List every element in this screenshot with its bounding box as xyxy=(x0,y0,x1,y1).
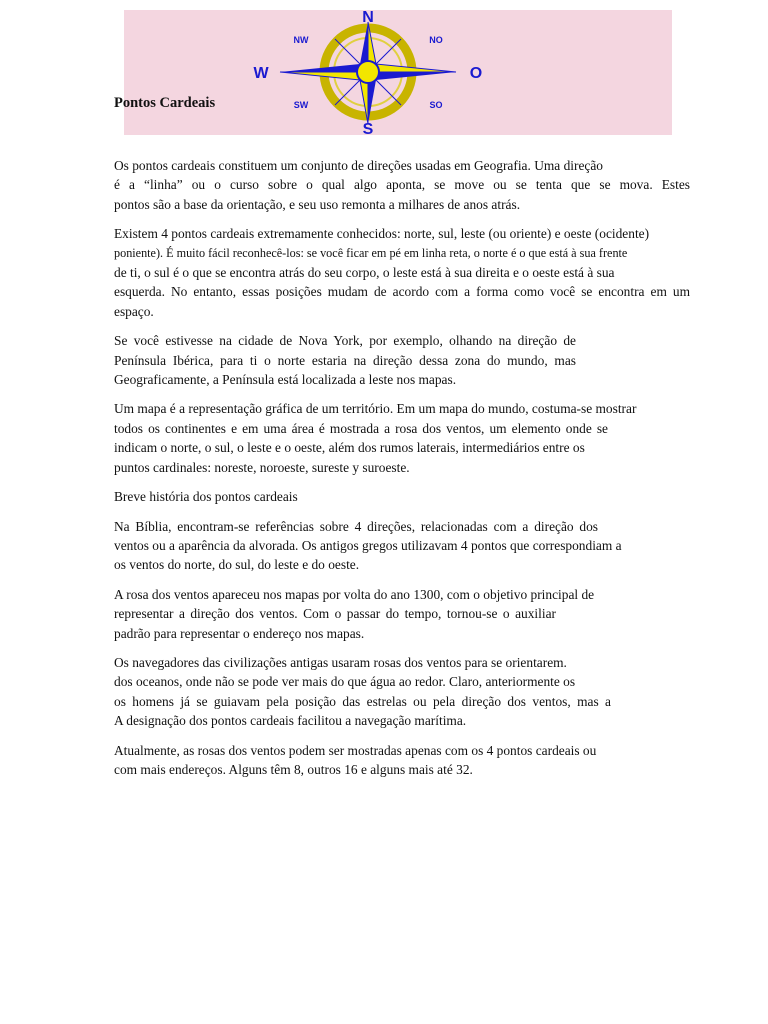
text-line: representar a direção dos ventos. Com o passar do tempo, tornou-se o auxiliar xyxy=(114,606,556,622)
compass-label-so: SO xyxy=(429,100,443,110)
text-line: Na Bíblia, encontram-se referências sobre 4 direções, relacionadas com a direção dos xyxy=(114,518,598,534)
text-line: Se você estivesse na cidade de Nova York, por exemplo, olhando na direção de xyxy=(114,333,576,349)
text-line: Breve história dos pontos cardeais xyxy=(114,489,298,505)
section-heading xyxy=(114,487,690,506)
document-body xyxy=(114,156,690,789)
text-line: de ti, o sul é o que se encontra atrás do seu corpo, o leste está à sua direita e o oeste está à sua xyxy=(114,265,615,281)
text-line: com mais endereços. Alguns têm 8, outros 16 e alguns mais até 32. xyxy=(114,761,473,777)
text-line: ventos ou a aparência da alvorada. Os antigos gregos utilizavam 4 pontos que correspondiam a xyxy=(114,537,622,553)
compass-label-no: NO xyxy=(429,35,443,45)
text-line: todos os continentes e em uma área é mostrada a rosa dos ventos, um elemento onde se xyxy=(114,420,608,436)
compass-label-n: N xyxy=(362,9,374,26)
text-line: puntos cardinales: noreste, noroeste, sureste y suroeste. xyxy=(114,459,410,475)
text-line: pontos são a base da orientação, e seu uso remonta a milhares de anos atrás. xyxy=(114,196,521,212)
text-line: A designação dos pontos cardeais facilitou a navegação marítima. xyxy=(114,713,467,729)
page-title: Pontos Cardeais xyxy=(114,95,216,111)
text-line: dos oceanos, onde não se pode ver mais do que água ao redor. Claro, anteriormente os xyxy=(114,674,576,690)
text-line: os homens já se guiavam pela posição das estrelas ou pela direção dos ventos, mas a xyxy=(114,693,611,709)
paragraph-4 xyxy=(114,399,666,477)
paragraph-2 xyxy=(114,224,690,321)
text-line: Existem 4 pontos cardeais extremamente conhecidos: norte, sul, leste (ou oriente) e oeste (ocidente) xyxy=(114,226,650,242)
text-line: é a “linha” ou o curso sobre o qual algo aponta, se move ou se tenta que se mova. Estes xyxy=(114,177,690,193)
text-line: esquerda. No entanto, essas posições mudam de acordo com a forma como você se encontra em um xyxy=(114,284,690,300)
paragraph-6 xyxy=(114,585,612,643)
text-line: Península Ibérica, para ti o norte estaria na direção dessa zona do mundo, mas xyxy=(114,352,576,368)
text-line: poniente). É muito fácil reconhecê-los: se você ficar em pé em linha reta, o norte é o que está à sua frente xyxy=(114,245,628,260)
text-line: A rosa dos ventos apareceu nos mapas por volta do ano 1300, com o objetivo principal de xyxy=(114,586,595,602)
text-line: padrão para representar o endereço nos mapas. xyxy=(114,625,365,641)
text-line: os ventos do norte, do sul, do leste e do oeste. xyxy=(114,557,360,573)
compass-label-w: W xyxy=(253,65,269,82)
paragraph-8 xyxy=(114,741,690,780)
text-line: Geograficamente, a Península está localizada a leste nos mapas. xyxy=(114,372,457,388)
compass-label-o: O xyxy=(469,65,483,82)
compass-label-sw: SW xyxy=(293,100,309,110)
compass-label-s: S xyxy=(362,121,374,138)
text-line: Atualmente, as rosas dos ventos podem ser mostradas apenas com os 4 pontos cardeais ou xyxy=(114,742,597,758)
paragraph-7 xyxy=(114,653,611,731)
paragraph-1 xyxy=(114,156,690,214)
paragraph-5 xyxy=(114,517,630,575)
text-line: Os pontos cardeais constituem um conjunto de direções usadas em Geografia. Uma direção xyxy=(114,158,603,173)
text-line: Um mapa é a representação gráfica de um território. Em um mapa do mundo, costuma-se mostrar xyxy=(114,401,637,417)
text-line: indicam o norte, o sul, o leste e o oeste, além dos rumos laterais, intermediários entre os xyxy=(114,440,585,456)
paragraph-3 xyxy=(114,331,576,389)
compass-label-nw: NW xyxy=(293,35,309,45)
text-line: espaço. xyxy=(114,303,154,319)
text-line: Os navegadores das civilizações antigas usaram rosas dos ventos para se orientarem. xyxy=(114,654,567,670)
compass-rose-icon xyxy=(240,8,490,138)
